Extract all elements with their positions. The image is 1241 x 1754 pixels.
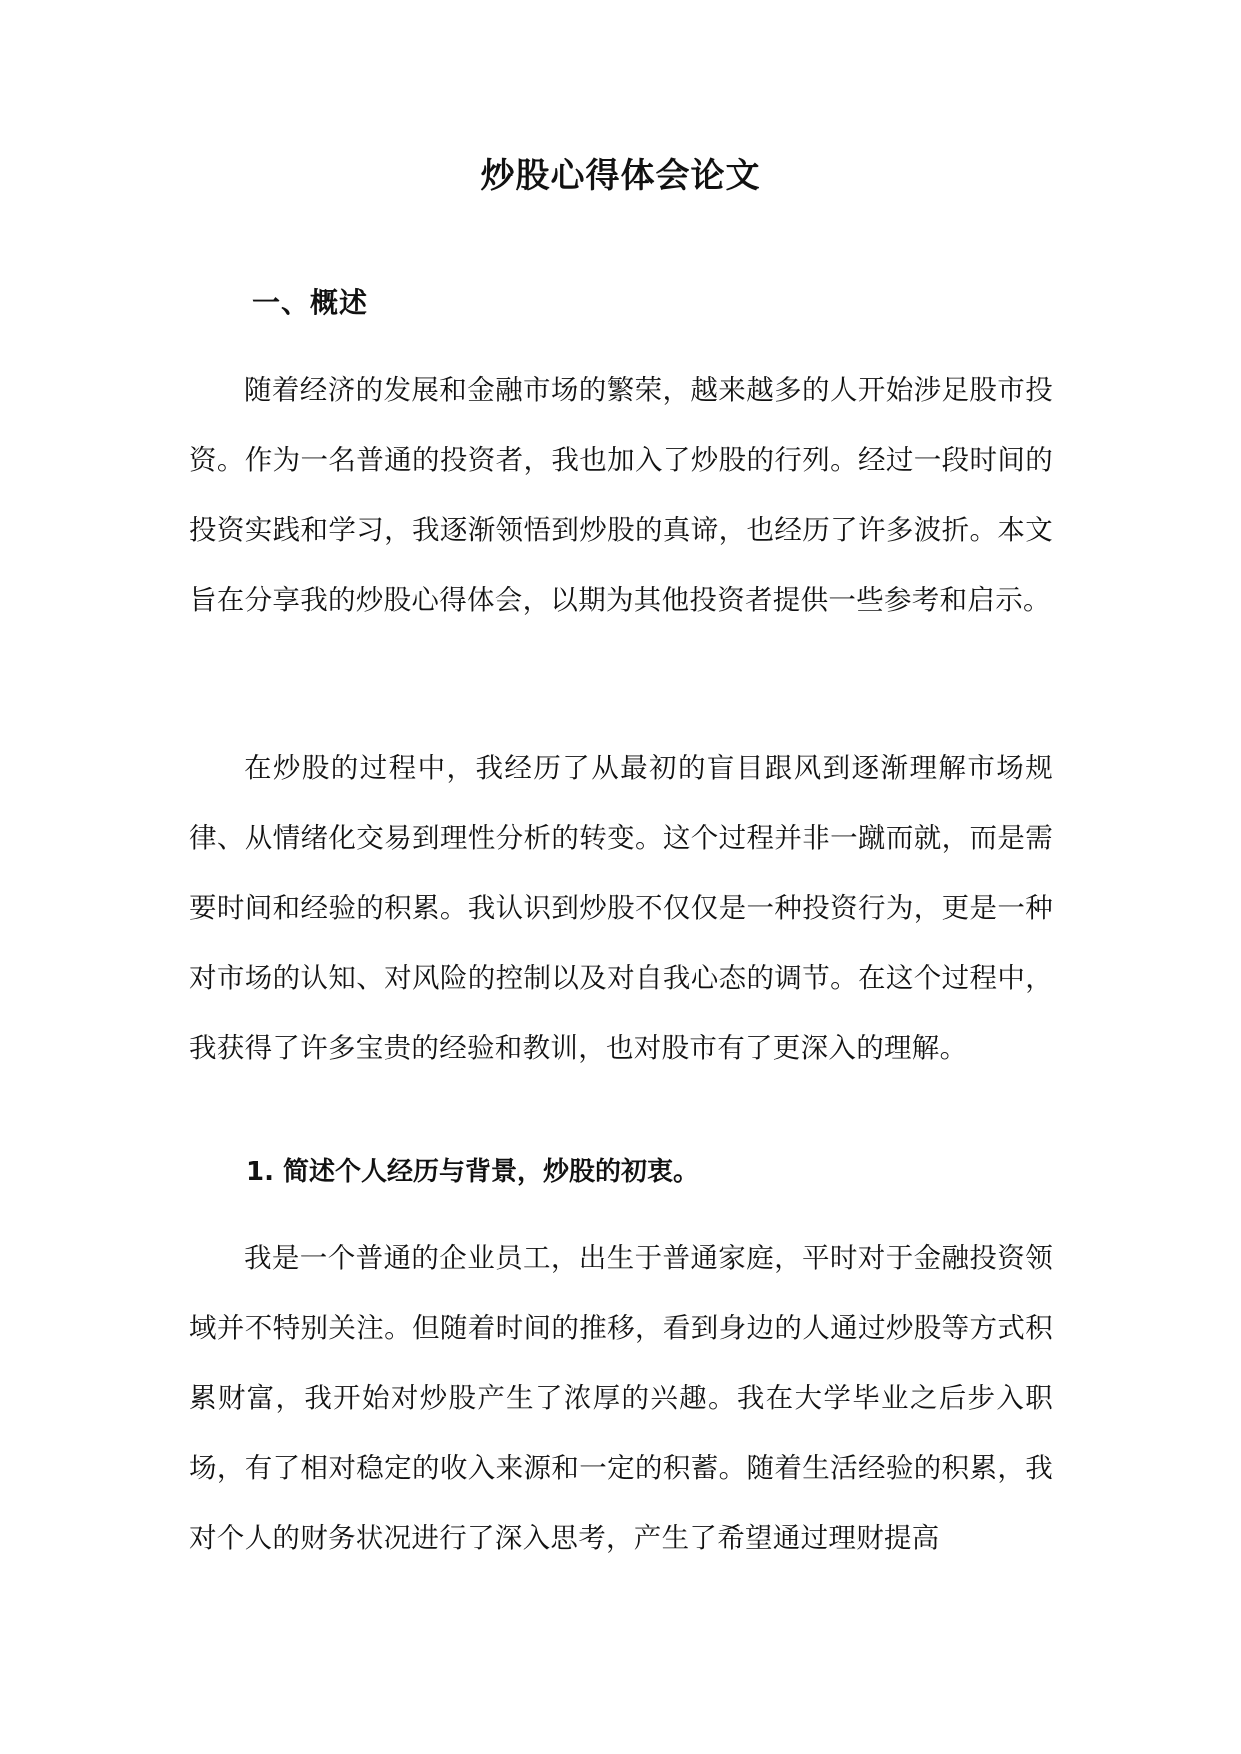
paragraph: 在炒股的过程中，我经历了从最初的盲目跟风到逐渐理解市场规律、从情绪化交易到理性分析的转变。这个过程并非一蹴而就，而是需要时间和经验的积累。我认识到炒股不仅仅是一种投资行为，更是一种对市场的认知、对风险的控制以及对自我心态的调节。在这个过程中，我获得了许多宝贵的经验和教训，也对股市有了更深入的理解。 — [189, 752, 1053, 1064]
paragraph: 随着经济的发展和金融市场的繁荣，越来越多的人开始涉足股市投资。作为一名普通的投资者，我也加入了炒股的行列。经过一段时间的投资实践和学习，我逐渐领悟到炒股的真谛，也经历了许多波折。本文旨在分享我的炒股心得体会，以期为其他投资者提供一些参考和启示。 — [189, 374, 1053, 616]
document-title: 炒股心得体会论文 — [480, 156, 761, 196]
paragraph: 我是一个普通的企业员工，出生于普通家庭，平时对于金融投资领域并不特别关注。但随着时间的推移，看到身边的人通过炒股等方式积累财富，我开始对炒股产生了浓厚的兴趣。我在大学毕业之后步入职场，有了相对稳定的收入来源和一定的积蓄。随着生活经验的积累，我对个人的财务状况进行了深入思考，产生了希望通过理财提高 — [189, 1242, 1053, 1554]
section-heading-overview: 一、概述 — [252, 286, 369, 319]
subsection-heading-background: 1. 简述个人经历与背景，炒股的初衷。 — [246, 1157, 700, 1187]
